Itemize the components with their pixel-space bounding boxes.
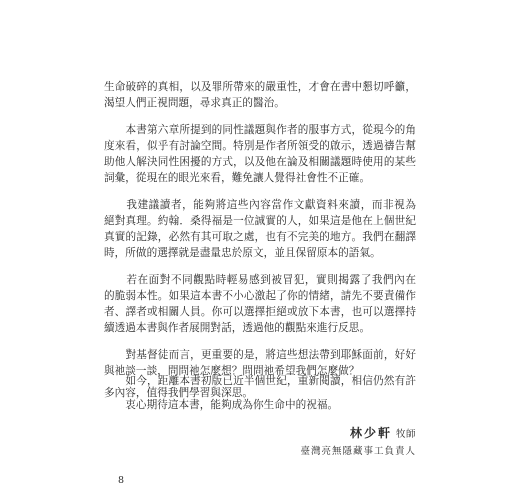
paragraph-2-line-2: 度來看，似乎有討論空間。特別是作者所領受的啟示，透過禱告幫 xyxy=(104,140,416,152)
paragraph-4-line-2: 的脆弱本性。如果這本書不小心激起了你的情緒，請先不要責備作 xyxy=(104,290,416,302)
paragraph-5-line-2: 與祂談一談，問問祂怎麼想？問問祂希望我們怎麼做？ xyxy=(104,365,360,377)
paragraph-3-line-1: 我建議讀者，能夠將這些內容當作文獻資料來讀，而非視為 xyxy=(104,199,416,211)
paragraph-4-line-1: 若在面對不同觀點時輕易感到被冒犯，實則揭露了我們內在 xyxy=(104,274,416,286)
signature-organization: 臺灣亮無隱藏事工負責人 xyxy=(300,446,416,457)
paragraph-2-line-1: 本書第六章所提到的同性議題與作者的服事方式，從現今的角 xyxy=(104,124,416,136)
paragraph-1-line-2: 渴望人們正視問題，尋求真正的醫治。 xyxy=(104,97,285,109)
signature-title: 牧師 xyxy=(395,429,416,440)
paragraph-3-line-3: 真實的記錄，必然有其可取之處，也有不完美的地方。我們在翻譯 xyxy=(104,231,416,243)
paragraph-6-line-2: 多內容，值得我們學習與深思。 xyxy=(104,387,254,399)
paragraph-2-line-3: 助他人解決同性困擾的方式，以及他在論及相關議題時使用的某些 xyxy=(104,156,416,168)
paragraph-5-line-1: 對基督徒而言，更重要的是，將這些想法帶到耶穌面前，好好 xyxy=(104,349,416,361)
paragraph-3-line-2: 絕對真理。約翰．桑得福是一位誠實的人，如果這是他在上個世紀 xyxy=(104,215,416,227)
paragraph-4-line-4: 續透過本書與作者展開對話，透過他的觀點來進行反思。 xyxy=(104,322,371,334)
signature-name xyxy=(350,424,416,441)
paragraph-1-line-1: 生命破碎的真相，以及罪所帶來的嚴重性，才會在書中懇切呼籲， xyxy=(104,81,416,93)
page-number: 8 xyxy=(118,475,125,486)
paragraph-4-line-3: 者、譯者或相關人員。你可以選擇拒絕或放下本書，也可以選擇持 xyxy=(104,306,416,318)
paragraph-2-line-4: 詞彙，從現在的眼光來看，難免讓人覺得社會性不正確。 xyxy=(104,172,371,184)
paragraph-3-line-4: 時，所做的選擇就是盡量忠於原文，並且保留原本的語氣。 xyxy=(104,247,381,259)
paragraph-6-line-1: 如今，距離本書初版已近半個世紀，重新閱讀，相信仍然有許 xyxy=(104,375,416,387)
signature-name-text: 林少軒 xyxy=(349,426,392,440)
paragraph-7-line-1: 衷心期待這本書，能夠成為你生命中的祝福。 xyxy=(104,399,339,411)
